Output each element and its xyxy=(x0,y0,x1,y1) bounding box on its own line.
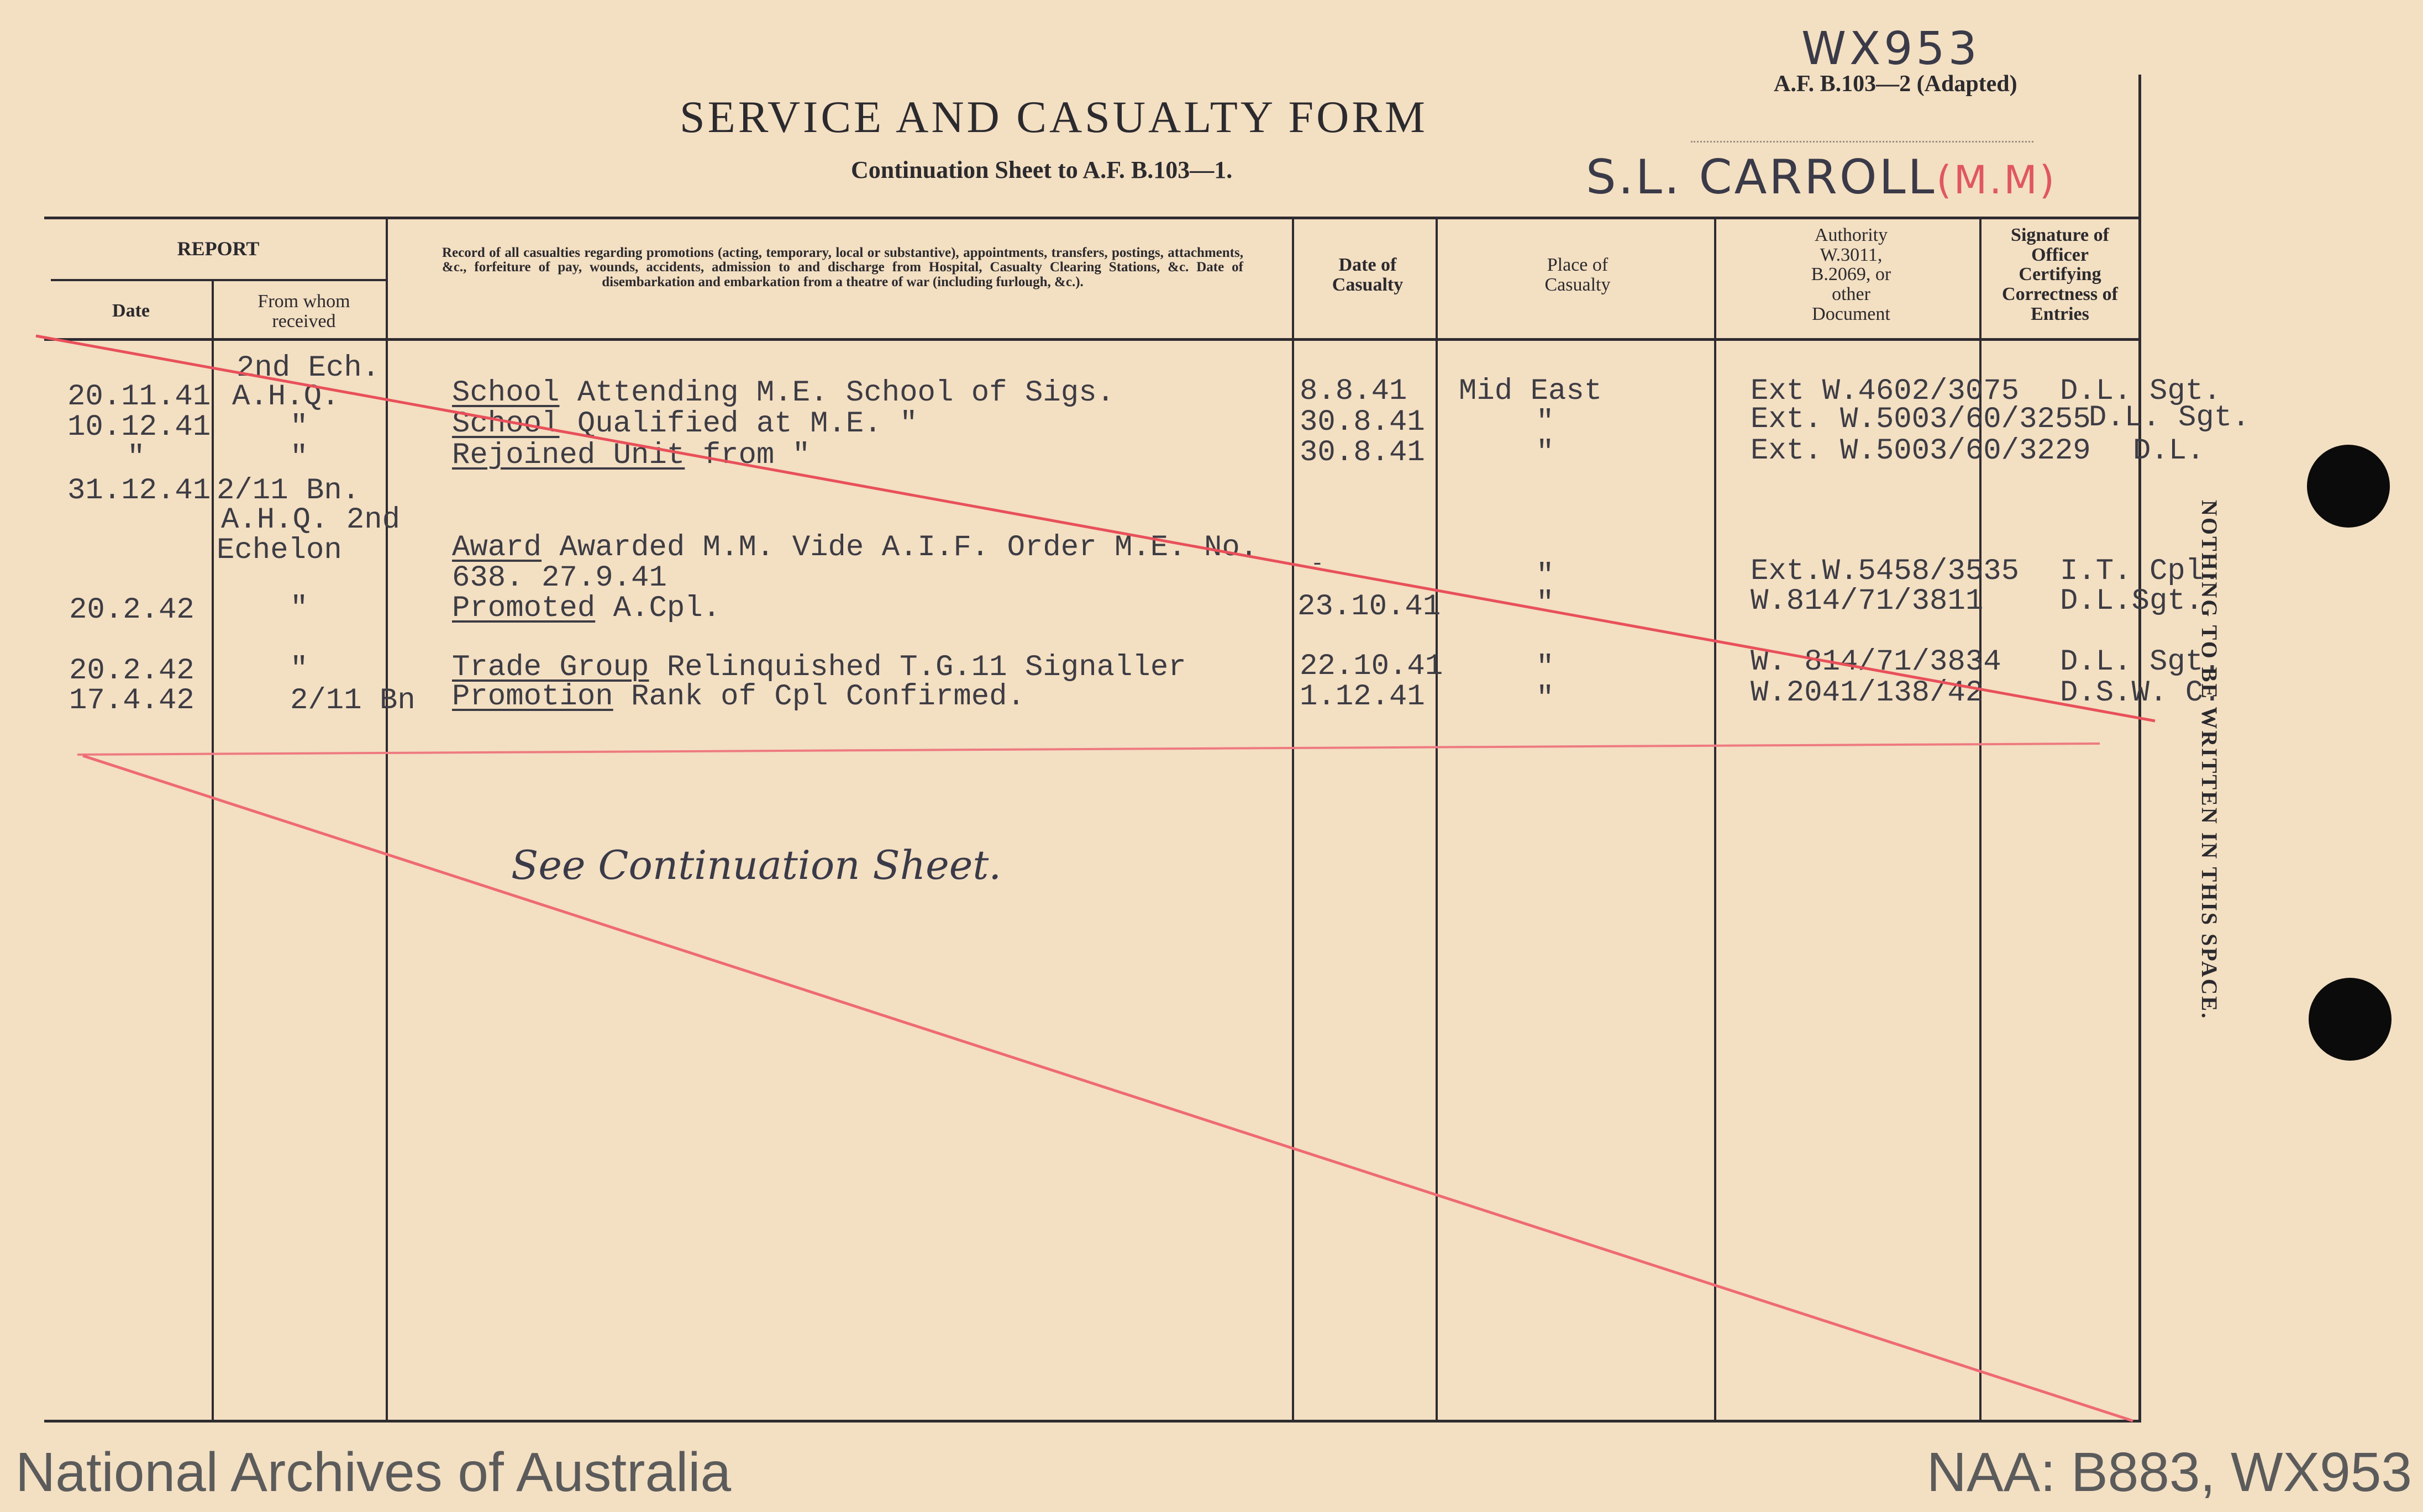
entry-2-date-casualty: 30.8.41 xyxy=(1300,405,1425,439)
entry-7-authority: Ext.W.5458/3535 xyxy=(1751,555,2020,588)
entry-8-date: 20.2.42 xyxy=(69,593,195,627)
entry-4-date: 31.12.41 xyxy=(67,474,211,508)
entry-9-heading: Trade Group xyxy=(452,651,649,684)
entry-6-from: Echelon xyxy=(217,534,342,567)
entry-2-date: 10.12.41 xyxy=(67,410,211,444)
entry-1-heading: School xyxy=(452,376,560,410)
entry-9-authority: W. 814/71/3834 xyxy=(1751,645,2001,679)
entry-8-text: A.Cpl. xyxy=(595,592,721,625)
footer-archive-name: National Archives of Australia xyxy=(15,1441,732,1503)
entry-3-date-casualty: 30.8.41 xyxy=(1300,436,1425,470)
entry-7-date-casualty: - xyxy=(1311,552,1324,577)
entry-3-authority: Ext. W.5003/60/3229 xyxy=(1751,434,2091,468)
entry-0-from: 2nd Ech. xyxy=(236,351,380,385)
entry-2-signature: D.L. Sgt. xyxy=(2089,401,2250,435)
header-place-casualty: Place of Casualty xyxy=(1544,255,1611,295)
entry-3-from: " xyxy=(290,441,308,475)
entry-8-signature: D.L.Sgt. xyxy=(2060,584,2204,618)
entry-2-text: Qualified at M.E. " xyxy=(559,407,918,441)
entry-8-heading: Promoted xyxy=(452,592,596,625)
entry-1-signature: D.L. Sgt. xyxy=(2060,375,2221,408)
entry-2-authority: Ext. W.5003/60/3255 xyxy=(1751,403,2091,436)
red-diagonal-lower xyxy=(83,756,2133,1421)
entry-3-signature: D.L. xyxy=(2133,434,2205,468)
entry-10-date: 17.4.42 xyxy=(69,684,195,718)
red-diagonal-upper xyxy=(36,336,2155,721)
entry-10-date-casualty: 1.12.41 xyxy=(1300,680,1425,714)
entry-10-signature: D.S.W. C. xyxy=(2060,676,2221,710)
header-date-casualty: Date of Casualty xyxy=(1332,255,1404,295)
entry-1-date-casualty: 8.8.41 xyxy=(1300,375,1407,408)
entry-1-date: 20.11.41 xyxy=(67,380,211,414)
header-date: Date xyxy=(112,301,150,321)
entry-3-date: " xyxy=(127,441,145,475)
entry-7-signature: I.T. Cpl. xyxy=(2060,555,2221,588)
footer-reference: NAA: B883, WX953 xyxy=(1926,1441,2412,1503)
entry-7-record: 638. 27.9.41 xyxy=(452,561,667,595)
corner-number: WX953 xyxy=(1801,23,1980,75)
red-horizontal xyxy=(77,744,2100,755)
soldier-award-text: (M.M) xyxy=(1936,157,2057,203)
handwritten-continuation-note: See Continuation Sheet. xyxy=(511,842,1002,888)
entry-2-place: " xyxy=(1536,405,1554,439)
entry-6-heading: Award xyxy=(452,531,542,565)
entry-6-text: Awarded M.M. Vide A.I.F. Order M.E. No. xyxy=(542,531,1258,565)
entry-1-place: Mid East xyxy=(1459,375,1602,408)
form-title: SERVICE AND CASUALTY FORM xyxy=(680,92,1428,142)
entry-3-place: " xyxy=(1536,436,1554,470)
entry-7-place: " xyxy=(1536,559,1554,593)
entry-9-text: Relinquished T.G.11 Signaller xyxy=(649,651,1186,684)
entry-8-place: " xyxy=(1536,587,1554,620)
margin-note-text: NOTHING TO BE WRITTEN IN THIS SPACE. xyxy=(2197,500,2222,1020)
entry-10-authority: W.2041/138/42 xyxy=(1751,676,1984,710)
entry-10-text: Rank of Cpl Confirmed. xyxy=(613,680,1025,714)
entry-9-date: 20.2.42 xyxy=(69,654,195,688)
entry-2-from: " xyxy=(290,410,308,444)
entry-5-from: A.H.Q. 2nd xyxy=(221,503,401,537)
form-subtitle: Continuation Sheet to A.F. B.103—1. xyxy=(851,156,1233,183)
entry-9-signature: D.L. Sgt. xyxy=(2060,645,2221,679)
header-signature: Signature of Officer Certifying Correctness of Entries xyxy=(2002,225,2118,324)
form-code: A.F. B.103—2 (Adapted) xyxy=(1774,71,2017,97)
entry-8-date-casualty: 23.10.41 xyxy=(1297,590,1441,624)
entry-3-heading: Rejoined Unit xyxy=(452,439,685,472)
entry-1-text: Attending M.E. School of Sigs. xyxy=(559,376,1115,410)
header-from-whom: From whom received xyxy=(257,291,350,331)
entry-9-date-casualty: 22.10.41 xyxy=(1300,650,1443,683)
entry-9-place: " xyxy=(1536,651,1554,684)
soldier-name-text: S.L. CARROLL xyxy=(1586,150,1937,205)
entry-1-from: A.H.Q. xyxy=(232,380,340,414)
entry-10-heading: Promotion xyxy=(452,680,613,714)
entry-1-authority: Ext W.4602/3075 xyxy=(1751,375,2020,408)
entry-2-heading: School xyxy=(452,407,560,441)
header-record: Record of all casualties regarding promotions (acting, temporary, local or substantive), appointments, transfers, postings, attachments, &c., forfeiture of pay, wounds, accidents, admission to and discharge from Hospital, Casualty Clearing Stations, &c. Date of disembarkation and embarkation from a theatre of war (including furlough, &c.). xyxy=(442,245,1243,289)
entry-3-text: from " xyxy=(685,439,811,472)
header-authority: Authority W.3011, B.2069, or other Document xyxy=(1811,225,1891,324)
entry-4-from: 2/11 Bn. xyxy=(217,474,360,508)
entry-8-authority: W.814/71/3811 xyxy=(1751,584,1984,618)
entry-10-place: " xyxy=(1536,682,1554,715)
entry-8-from: " xyxy=(290,592,308,625)
entry-9-from: " xyxy=(290,652,308,686)
entry-10-from: 2/11 Bn xyxy=(290,684,416,718)
header-report: REPORT xyxy=(177,238,260,260)
